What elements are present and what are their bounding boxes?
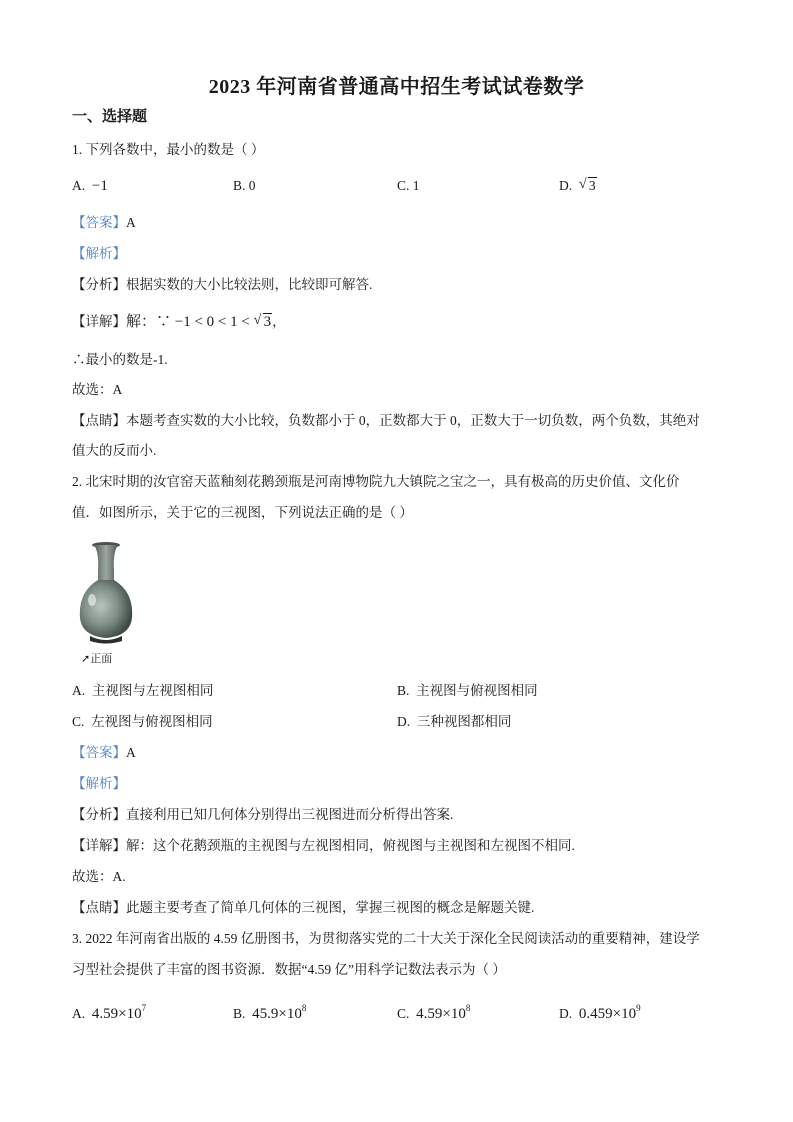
q3-option-a[interactable]: A. $4.59\times 10^7$ — [72, 1003, 147, 1022]
q2-fenxi: 【分析】直接利用已知几何体分别得出三视图进而分析得出答案. — [72, 807, 454, 822]
q1-option-b[interactable]: B. 0 — [233, 178, 256, 193]
sqrt-symbol: √ 3 — [578, 177, 596, 193]
q3-option-b[interactable]: B. $45.9\times 10^8$ — [233, 1003, 307, 1022]
answer-label: 【答案】 — [72, 215, 126, 230]
q2-option-d[interactable]: D. 三种视图都相同 — [397, 714, 512, 729]
page-title: 2023 年河南省普通高中招生考试试卷数学 — [208, 76, 585, 98]
q2-choose: 故选：A. — [72, 869, 126, 884]
q2-option-b[interactable]: B. 主视图与俯视图相同 — [397, 683, 538, 698]
q1-stem: 1. 下列各数中，最小的数是（ ） — [72, 142, 265, 157]
q1-choose: 故选：A — [72, 382, 123, 397]
q2-stem-line1: 2. 北宋时期的汝官窑天蓝釉刻花鹅颈瓶是河南博物院九大镇院之宝之一，具有极高的历史价值、文化价 — [72, 474, 680, 489]
q1-therefore: ∴最小的数是-1. — [72, 352, 168, 367]
q1-dianjing: 【点睛】本题考查实数的大小比较，负数都小于 0，正数都大于 0，正数大于一切负数，两个负数，其绝对 — [72, 413, 700, 428]
figure-caption: ➚正面 — [81, 652, 113, 665]
q2-analysis-label: 【解析】 — [72, 776, 126, 791]
q1-option-a[interactable]: A. −1 — [72, 178, 108, 194]
vase-figure — [72, 540, 142, 665]
arrow-icon: ➚ — [81, 652, 91, 665]
q3-stem-line1: 3. 2022 年河南省出版的 4.59 亿册图书，为贯彻落实党的二十大关于深化全民阅读活动的重要精神，建设学 — [72, 931, 700, 946]
q2-xiangjie: 【详解】解：这个花鹅颈瓶的主视图与左视图相同，俯视图与主视图和左视图不相同. — [72, 838, 575, 853]
vase-image — [72, 540, 142, 650]
q2-option-a[interactable]: A. 主视图与左视图相同 — [72, 683, 214, 698]
q3-option-c[interactable]: C. $4.59\times 10^8$ — [397, 1003, 471, 1022]
q2-option-c[interactable]: C. 左视图与俯视图相同 — [72, 714, 213, 729]
q1-analysis-label: 【解析】 — [72, 246, 126, 261]
q1-xiangjie: 【详解】解：∵ −1 < 0 < 1 < √ 3， — [72, 313, 286, 330]
q1-option-d[interactable]: D. √ 3 — [559, 177, 596, 193]
q1-answer: 【答案】A — [72, 215, 136, 230]
q2-stem-line2: 值．如图所示，关于它的三视图，下列说法正确的是（ ） — [72, 505, 413, 520]
q2-dianjing: 【点睛】此题主要考查了简单几何体的三视图，掌握三视图的概念是解题关键. — [72, 900, 535, 915]
q1-option-c[interactable]: C. 1 — [397, 178, 420, 193]
q1-dianjing-cont: 值大的反而小. — [72, 443, 157, 458]
q3-option-d[interactable]: D. $0.459\times 10^9$ — [559, 1003, 641, 1022]
q3-stem-line2: 习型社会提供了丰富的图书资源．数据“4.59 亿”用科学记数法表示为（ ） — [72, 962, 506, 977]
q1-fenxi: 【分析】根据实数的大小比较法则，比较即可解答. — [72, 277, 373, 292]
section-heading: 一、选择题 — [72, 109, 148, 125]
sqrt-symbol: √ 3 — [253, 313, 272, 330]
q2-answer: 【答案】A — [72, 745, 136, 760]
